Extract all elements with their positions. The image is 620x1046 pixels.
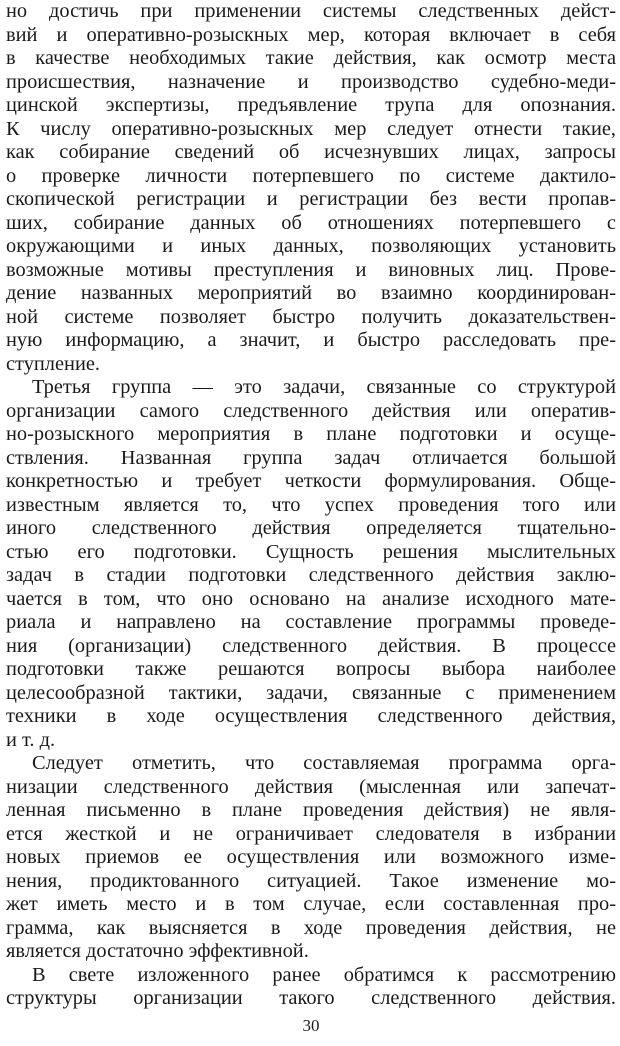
text-line: чается в том, что оно основано на анализе исходного мате- (6, 587, 616, 610)
text-line: ступление. (6, 352, 100, 375)
text-line: целесообразной тактики, задачи, связанные с применением (6, 681, 616, 704)
text-line: в качестве необходимых такие действия, как осмотр места (6, 47, 616, 69)
text-line: о проверке личности потерпевшего по системе дактило- (6, 164, 616, 187)
text-line: Следует отметить, что составляемая программа орга- (32, 752, 616, 774)
text-line: низации следственного действия (мысленная или запечат- (6, 775, 616, 798)
text-line: цинской экспертизы, предъявление трупа для опознания. (6, 94, 616, 116)
text-line: Третья группа — это задачи, связанные со структурой (32, 376, 616, 398)
text-line: является достаточно эффективной. (6, 940, 309, 962)
text-line: вий и оперативно-розыскных мер, которая включает в себя (6, 23, 616, 46)
text-line: ленная письменно в плане проведения действия) не явля- (6, 799, 616, 821)
text-line: окружающими и иных данных, позволяющих установить (6, 235, 616, 257)
text-line: дение названных мероприятий во взаимно координирован- (6, 282, 616, 304)
text-line: риала и направлено на составление программы проведе- (6, 611, 616, 633)
text-line: возможные мотивы преступления и виновных лиц. Прове- (6, 258, 616, 281)
text-line: происшествия, назначение и производство судебно-меди- (6, 70, 616, 93)
text-line: стью его подготовки. Сущность решения мыслительных (6, 540, 616, 563)
text-line: ствления. Названная группа задач отличается большой (6, 446, 616, 469)
text-line: ной системе позволяет быстро получить доказательствен- (6, 305, 616, 328)
text-line: организации самого следственного действия или оператив- (6, 399, 616, 422)
text-line: жет иметь место и в том случае, если составленная про- (6, 893, 616, 915)
text-line: техники в ходе осуществления следственного действия, (6, 705, 616, 727)
text-line: известным является то, что успех проведения того или (6, 493, 616, 516)
text-line: ния (организации) следственного действия. В процессе (6, 634, 616, 657)
book-page (6, 0, 616, 1046)
body-text (6, 0, 616, 1011)
text-line: структуры организации такого следственного действия. (6, 987, 616, 1009)
text-line: ших, собирание данных об отношениях потерпевшего с (6, 211, 616, 234)
text-line: К числу оперативно-розыскных мер следует отнести такие, (6, 117, 616, 140)
text-line: новых приемов ее осуществления или возможного изме- (6, 846, 616, 868)
page-number: 30 (302, 1016, 320, 1035)
text-line: конкретностью и требует четкости формулирования. Обще- (6, 470, 616, 492)
text-line: иного следственного действия определяется тщательно- (6, 517, 616, 539)
text-line: ную информацию, а значит, и быстро расследовать пре- (6, 329, 616, 351)
text-line: но достичь при применении системы следственных дейст- (6, 0, 616, 22)
text-line: ется жесткой и не ограничивает следователя в избрании (6, 822, 616, 845)
text-line: В свете изложенного ранее обратимся к рассмотрению (32, 963, 616, 986)
text-line: скопической регистрации и регистрации без вести пропав- (6, 188, 616, 210)
text-line: подготовки также решаются вопросы выбора наиболее (6, 658, 616, 680)
text-line: и т. д. (6, 728, 56, 751)
text-line: нения, продиктованного ситуацией. Такое изменение мо- (6, 869, 616, 892)
text-line: но-розыскного мероприятия в плане подготовки и осуще- (6, 423, 616, 445)
text-line: задач в стадии подготовки следственного действия заклю- (6, 564, 616, 586)
text-line: грамма, как выясняется в ходе проведения действия, не (6, 916, 616, 939)
text-line: как собирание сведений об исчезнувших лицах, запросы (6, 141, 616, 163)
